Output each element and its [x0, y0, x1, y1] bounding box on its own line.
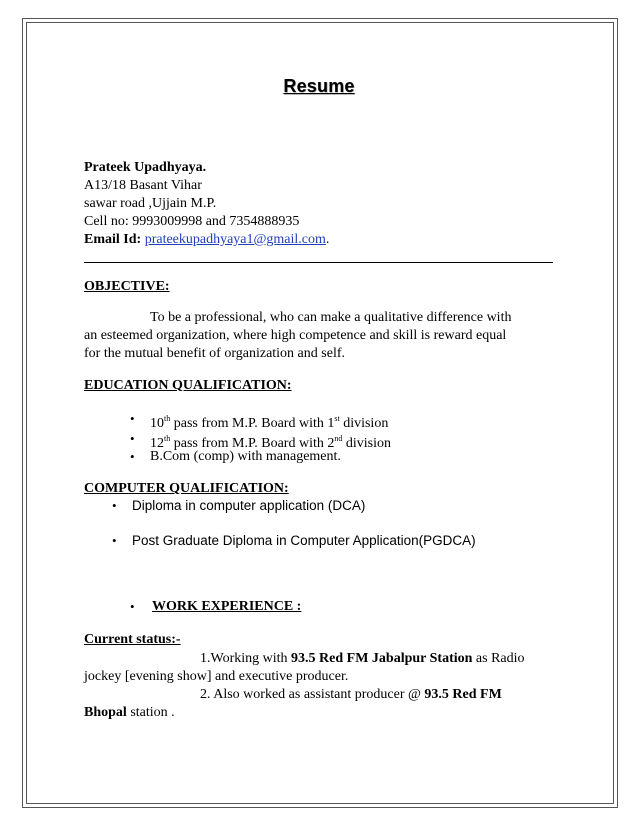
contact-name: Prateek Upadhyaya. [84, 160, 207, 175]
education-heading: EDUCATION QUALIFICATION: [84, 378, 292, 393]
education-item-3: B.Com (comp) with management. [150, 449, 341, 464]
bullet-icon: • [130, 449, 135, 464]
current-status-line-3: 2. Also worked as assistant producer @ 93.5 Red FM [200, 687, 502, 702]
objective-heading: OBJECTIVE: [84, 279, 170, 294]
bullet-icon: • [112, 498, 117, 513]
objective-line-2: an esteemed organization, where high competence and skill is reward equal [84, 328, 507, 343]
contact-phone: Cell no: 9993009998 and 7354888935 [84, 214, 300, 229]
objective-line-1: To be a professional, who can make a qualitative difference with [150, 310, 512, 325]
contact-address-line1: A13/18 Basant Vihar [84, 178, 202, 193]
computer-heading: COMPUTER QUALIFICATION: [84, 481, 289, 496]
current-status-line-1: 1.Working with 93.5 Red FM Jabalpur Station as Radio [200, 651, 525, 666]
section-divider [84, 262, 553, 263]
contact-email-line [84, 231, 329, 249]
current-status-line-4: Bhopal station . [84, 705, 175, 720]
work-heading: WORK EXPERIENCE : [152, 599, 302, 614]
bullet-icon: • [130, 431, 135, 446]
resume-title: Resume [283, 76, 355, 96]
contact-address-line2: sawar road ,Ujjain M.P. [84, 196, 217, 211]
education-item-1: 10th pass from M.P. Board with 1st division [150, 414, 389, 431]
current-status-line-2: jockey [evening show] and executive producer. [84, 669, 349, 684]
computer-item-1: Diploma in computer application (DCA) [132, 498, 366, 513]
email-label: Email Id: [84, 232, 142, 247]
education-item-2: 12th pass from M.P. Board with 2nd division [150, 434, 391, 451]
current-status-heading: Current status:- [84, 632, 181, 647]
objective-line-3: for the mutual benefit of organization and self. [84, 346, 345, 361]
computer-item-2: Post Graduate Diploma in Computer Application(PGDCA) [132, 533, 476, 548]
bullet-icon: • [130, 599, 135, 614]
bullet-icon: • [130, 411, 135, 426]
bullet-icon: • [112, 533, 117, 548]
email-link[interactable]: prateekupadhyaya1@gmail.com [144, 232, 326, 247]
email-end: . [325, 232, 330, 247]
